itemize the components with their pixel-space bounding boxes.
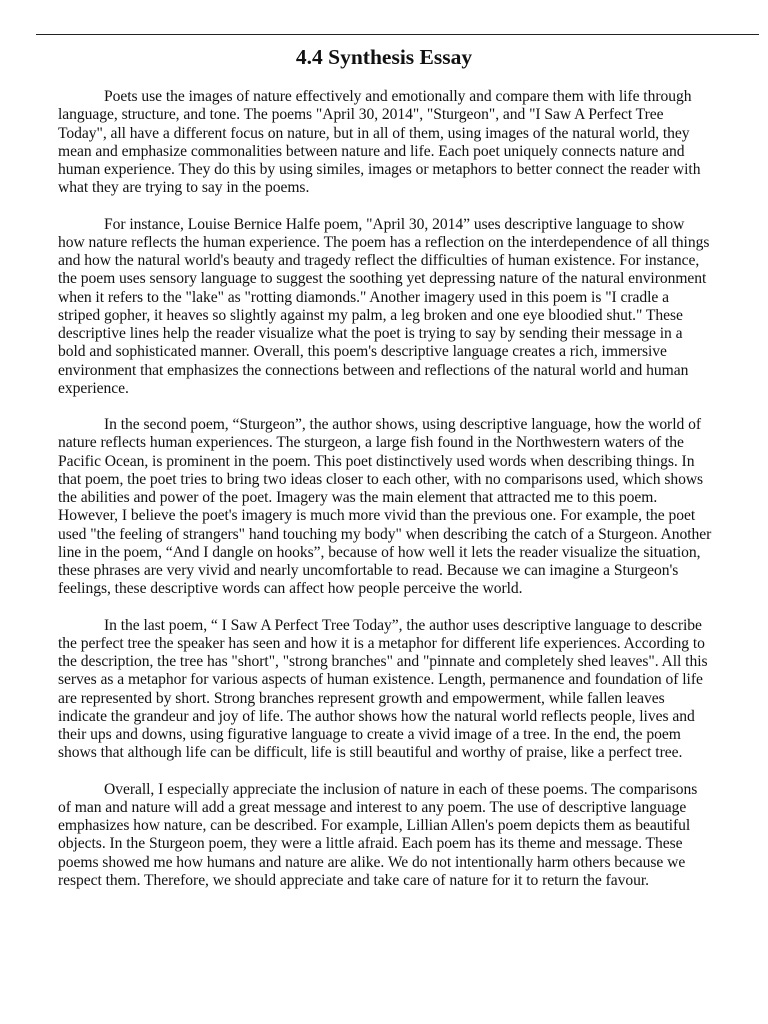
essay-body (58, 88, 713, 908)
paragraph-april-30-2014: For instance, Louise Bernice Halfe poem, "April 30, 2014” uses descriptive language to show how nature reflects the human experience. The poem has a reflection on the interdependence of all things and how the natural world's beauty and tragedy reflect the difficulties of human existence. For instance, the poem uses sensory language to suggest the soothing yet depressing nature of the natural environment when it refers to the "lake" as "rotting diamonds." Another imagery used in this poem is "I cradle a striped gopher, it heaves so slightly against my palm, a leg broken and one eye bloodied shut." These descriptive lines help the reader visualize what the poet is trying to say by sending their message in a bold and sophisticated manner. Overall, this poem's descriptive language creates a rich, immersive environment that emphasizes the connections between and reflections of the natural world and human experience. (58, 215, 710, 397)
paragraph-perfect-tree: In the last poem, “ I Saw A Perfect Tree Today”, the author uses descriptive language to describe the perfect tree the speaker has seen and how it is a metaphor for different life experiences. According to the description, the tree has "short", "strong branches" and "pinnate and completely shed leaves". All this serves as a metaphor for various aspects of human existence. Length, permanence and foundation of life are represented by short. Strong branches represent growth and empowerment, while fallen leaves indicate the grandeur and joy of life. The author shows how the natural world reflects people, lives and their ups and downs, using figurative language to create a vivid image of a tree. In the end, the poem shows that although life can be difficult, life is still beautiful and worthy of praise, like a perfect tree. (58, 616, 708, 762)
paragraph-conclusion: Overall, I especially appreciate the inclusion of nature in each of these poems. The comparisons of man and nature will add a great message and interest to any poem. The use of descriptive language emphasizes how nature, can be described. For example, Lillian Allen's poem depicts them as beautiful objects. In the Sturgeon poem, they were a little afraid. Each poem has its theme and message. These poems showed me how humans and nature are alike. We do not intentionally harm others because we respect them. Therefore, we should appreciate and take care of nature for it to return the favour. (58, 780, 698, 889)
header-rule (36, 34, 759, 35)
paragraph-sturgeon: In the second poem, “Sturgeon”, the author shows, using descriptive language, how the world of nature reflects human experiences. The sturgeon, a large fish found in the Northwestern waters of the Pacific Ocean, is prominent in the poem. This poet distinctively used words when describing things. In that poem, the poet tries to bring two ideas closer to each other, with no comparisons used, which shows the abilities and power of the poet. Imagery was the main element that attracted me to this poem. However, I believe the poet's imagery is much more vivid than the previous one. For example, the poet used "the feeling of strangers" hand touching my body" when describing the catch of a Sturgeon. Another line in the poem, “And I dangle on hooks”, because of how well it lets the reader visualize the situation, these phrases are very vivid and nearly uncomfortable to read. Because we can imagine a Sturgeon's feelings, these descriptive words can affect how people perceive the world. (58, 416, 712, 598)
paragraph-intro: Poets use the images of nature effectively and emotionally and compare them with life through language, structure, and tone. The poems "April 30, 2014", "Sturgeon", and "I Saw A Perfect Tree Today", all have a different focus on nature, but in all of them, using images of the natural world, they mean and emphasize commonalities between nature and life. Each poet uniquely connects nature and human experience. They do this by using similes, images or metaphors to better connect the reader with what they are trying to say in the poems. (58, 88, 701, 197)
essay-title: 4.4 Synthesis Essay (295, 45, 473, 69)
